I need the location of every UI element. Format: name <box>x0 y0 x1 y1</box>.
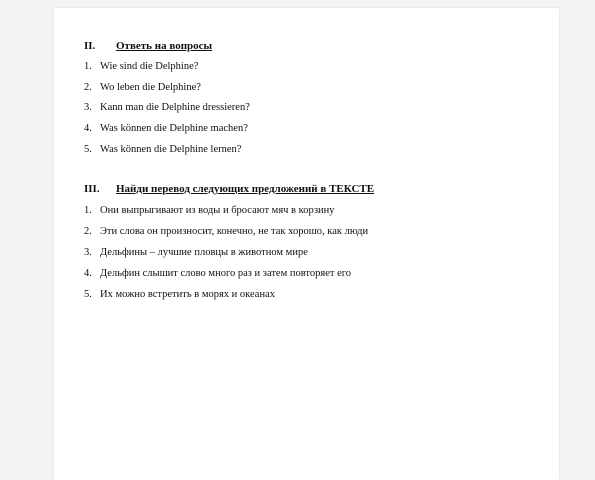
sentence-item <box>84 268 351 279</box>
question-item <box>84 144 241 155</box>
question-item <box>84 123 248 134</box>
section-3-heading <box>84 183 374 195</box>
item-number: 3. <box>84 102 92 113</box>
section-2-title: Ответь на вопросы <box>116 40 213 52</box>
item-text: Они выпрыгивают из воды и бросают мяч в корзину <box>100 205 335 216</box>
item-number: 1. <box>84 61 92 72</box>
sentence-item <box>84 289 275 300</box>
item-text: Wie sind die Delphine? <box>100 61 199 72</box>
question-item <box>84 102 250 113</box>
sentence-item <box>84 226 368 237</box>
item-number: 5. <box>84 144 92 155</box>
item-text: Дельфины – лучшие пловцы в животном мире <box>100 247 308 258</box>
sentence-item <box>84 247 308 258</box>
section-2-heading <box>84 40 212 52</box>
item-number: 3. <box>84 247 92 258</box>
section-2-number: II. <box>84 40 96 52</box>
item-text: Was können die Delphine lernen? <box>100 144 242 155</box>
item-number: 1. <box>84 205 92 216</box>
item-text: Was können die Delphine machen? <box>100 123 248 134</box>
item-text: Wo leben die Delphine? <box>100 82 201 93</box>
section-3-number: III. <box>84 183 100 195</box>
item-text: Их можно встретить в морях и океанах <box>100 289 275 300</box>
question-item <box>84 82 201 93</box>
item-text: Эти слова он произносит, конечно, не так хорошо, как люди <box>100 226 369 237</box>
question-item <box>84 61 198 72</box>
item-number: 4. <box>84 123 92 134</box>
item-number: 2. <box>84 226 92 237</box>
document-page <box>54 8 559 480</box>
section-3-title: Найди перевод следующих предложений в ТЕКСТЕ <box>116 183 375 195</box>
item-number: 5. <box>84 289 92 300</box>
item-number: 4. <box>84 268 92 279</box>
item-number: 2. <box>84 82 92 93</box>
item-text: Дельфин слышит слово много раз и затем повторяет его <box>100 268 352 279</box>
sentence-item <box>84 205 334 216</box>
item-text: Kann man die Delphine dressieren? <box>100 102 250 113</box>
